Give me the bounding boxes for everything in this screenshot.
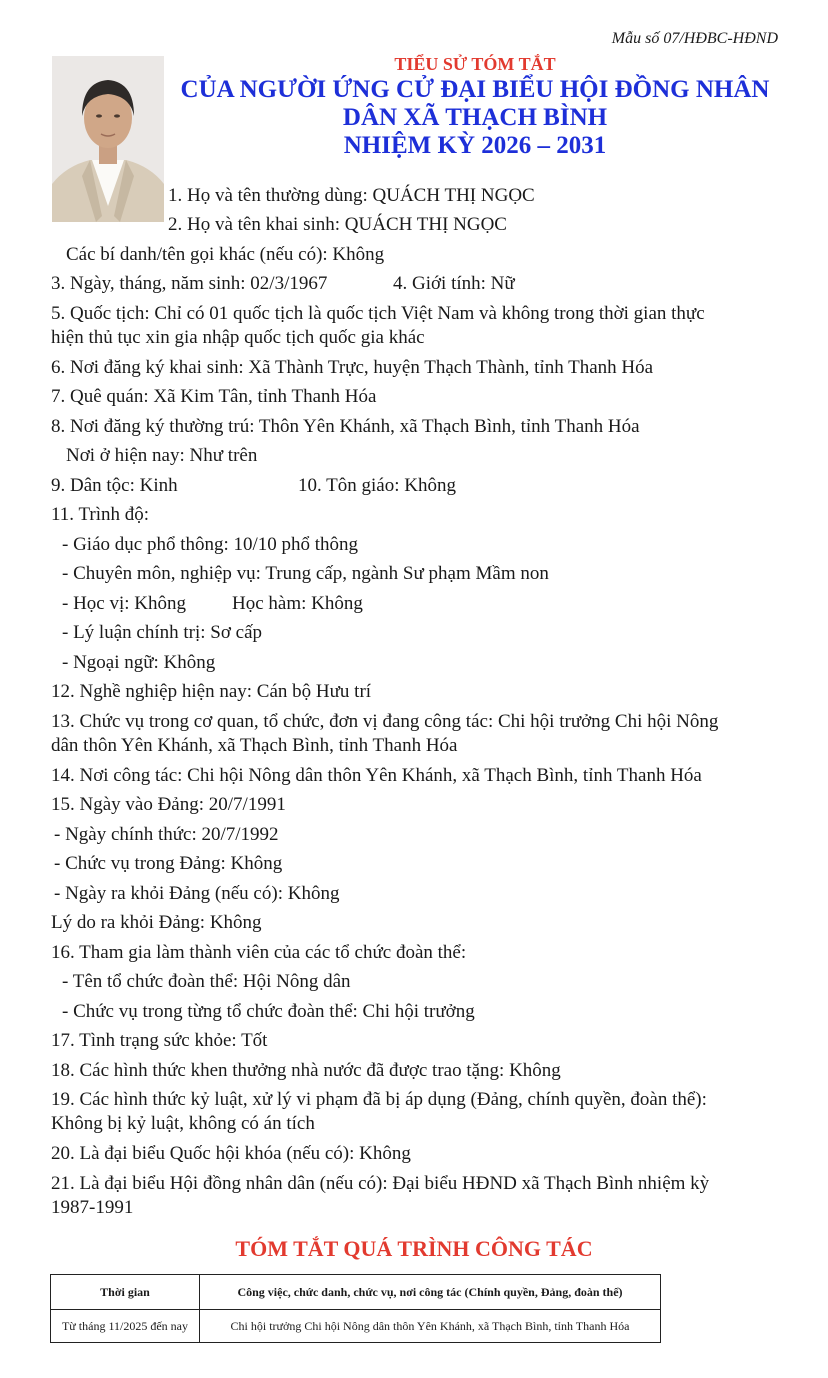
field-political-theory: - Lý luận chính trị: Sơ cấp bbox=[62, 622, 263, 643]
document-title bbox=[170, 52, 780, 160]
table-header-row bbox=[51, 1275, 661, 1310]
candidate-photo bbox=[52, 56, 164, 222]
field-party-official-date: - Ngày chính thức: 20/7/1992 bbox=[54, 824, 279, 845]
field-awards: 18. Các hình thức khen thưởng nhà nước đã được trao tặng: Không bbox=[51, 1060, 561, 1081]
field-organization-position: - Chức vụ trong từng tổ chức đoàn thể: Chi hội trưởng bbox=[62, 1001, 475, 1022]
title-line-3: NHIỆM KỲ 2026 – 2031 bbox=[343, 132, 607, 159]
field-hometown: 7. Quê quán: Xã Kim Tân, tỉnh Thanh Hóa bbox=[51, 386, 377, 407]
field-permanent-residence: 8. Nơi đăng ký thường trú: Thôn Yên Khánh, xã Thạch Bình, tỉnh Thanh Hóa bbox=[51, 416, 640, 437]
field-party-leave-reason: Lý do ra khỏi Đảng: Không bbox=[51, 912, 262, 933]
field-professional: - Chuyên môn, nghiệp vụ: Trung cấp, ngành Sư phạm Mầm non bbox=[62, 563, 549, 584]
field-general-education: - Giáo dục phổ thông: 10/10 phổ thông bbox=[62, 534, 359, 555]
field-ethnicity: 9. Dân tộc: Kinh bbox=[51, 475, 178, 496]
field-peoples-council: 21. Là đại biểu Hội đồng nhân dân (nếu có): Đại biểu HĐND xã Thạch Bình nhiệm kỳ bbox=[51, 1173, 710, 1194]
field-occupation: 12. Nghề nghiệp hiện nay: Cán bộ Hưu trí bbox=[51, 681, 372, 702]
table-row bbox=[51, 1310, 661, 1343]
field-organization-name: - Tên tổ chức đoàn thể: Hội Nông dân bbox=[62, 971, 351, 992]
field-common-name: 1. Họ và tên thường dùng: QUÁCH THỊ NGỌC bbox=[168, 185, 535, 206]
field-academic-title: Học hàm: Không bbox=[232, 593, 363, 614]
field-national-assembly: 20. Là đại biểu Quốc hội khóa (nếu có): Không bbox=[51, 1143, 411, 1164]
field-workplace: 14. Nơi công tác: Chi hội Nông dân thôn Yên Khánh, xã Thạch Bình, tỉnh Thanh Hóa bbox=[51, 765, 702, 786]
field-foreign-language: - Ngoại ngữ: Không bbox=[62, 652, 216, 673]
form-number: Mẫu số 07/HĐBC-HĐND bbox=[611, 30, 778, 47]
field-health: 17. Tình trạng sức khỏe: Tốt bbox=[51, 1030, 268, 1051]
field-current-residence: Nơi ở hiện nay: Như trên bbox=[66, 445, 258, 466]
field-education-heading: 11. Trình độ: bbox=[51, 504, 150, 525]
column-header-time: Thời gian bbox=[51, 1275, 200, 1310]
field-discipline: 19. Các hình thức kỷ luật, xử lý vi phạm đã bị áp dụng (Đảng, chính quyền, đoàn thể): bbox=[51, 1089, 707, 1110]
field-current-position: 13. Chức vụ trong cơ quan, tổ chức, đơn vị đang công tác: Chi hội trưởng Chi hội Nông bbox=[51, 711, 719, 732]
field-party-position: - Chức vụ trong Đảng: Không bbox=[54, 853, 283, 874]
field-peoples-council-cont: 1987-1991 bbox=[51, 1197, 134, 1218]
field-birth-registration: 6. Nơi đăng ký khai sinh: Xã Thành Trực, huyện Thạch Thành, tỉnh Thanh Hóa bbox=[51, 357, 654, 378]
field-aliases: Các bí danh/tên gọi khác (nếu có): Không bbox=[66, 244, 385, 265]
field-gender: 4. Giới tính: Nữ bbox=[393, 273, 515, 294]
title-line-2: DÂN XÃ THẠCH BÌNH bbox=[342, 104, 608, 131]
field-degree: - Học vị: Không bbox=[62, 593, 187, 614]
title-subtitle: TIỂU SỬ TÓM TẮT bbox=[394, 54, 556, 74]
field-religion: 10. Tôn giáo: Không bbox=[298, 475, 456, 496]
field-discipline-cont: Không bị kỷ luật, không có án tích bbox=[51, 1113, 315, 1134]
field-nationality-cont: hiện thủ tục xin gia nhập quốc tịch quốc gia khác bbox=[51, 327, 425, 348]
title-line-1: CỦA NGƯỜI ỨNG CỬ ĐẠI BIỂU HỘI ĐỒNG NHÂN bbox=[180, 76, 770, 103]
work-history-table bbox=[50, 1274, 661, 1343]
column-header-position: Công việc, chức danh, chức vụ, nơi công tác (Chính quyền, Đảng, đoàn thể) bbox=[200, 1275, 661, 1310]
table-cell-position: Chi hội trưởng Chi hội Nông dân thôn Yên Khánh, xã Thạch Bình, tỉnh Thanh Hóa bbox=[200, 1310, 661, 1343]
field-party-leave-date: - Ngày ra khỏi Đảng (nếu có): Không bbox=[54, 883, 340, 904]
field-party-join-date: 15. Ngày vào Đảng: 20/7/1991 bbox=[51, 794, 286, 815]
field-organizations: 16. Tham gia làm thành viên của các tổ chức đoàn thể: bbox=[51, 942, 467, 963]
table-cell-time: Từ tháng 11/2025 đến nay bbox=[51, 1310, 200, 1343]
field-birth-name: 2. Họ và tên khai sinh: QUÁCH THỊ NGỌC bbox=[168, 214, 507, 235]
field-nationality: 5. Quốc tịch: Chỉ có 01 quốc tịch là quốc tịch Việt Nam và không trong thời gian thực bbox=[51, 303, 705, 324]
field-date-of-birth: 3. Ngày, tháng, năm sinh: 02/3/1967 bbox=[51, 273, 328, 294]
work-history-title: TÓM TẮT QUÁ TRÌNH CÔNG TÁC bbox=[235, 1236, 593, 1261]
portrait-image bbox=[52, 56, 164, 222]
field-current-position-cont: dân thôn Yên Khánh, xã Thạch Bình, tỉnh Thanh Hóa bbox=[51, 735, 458, 756]
